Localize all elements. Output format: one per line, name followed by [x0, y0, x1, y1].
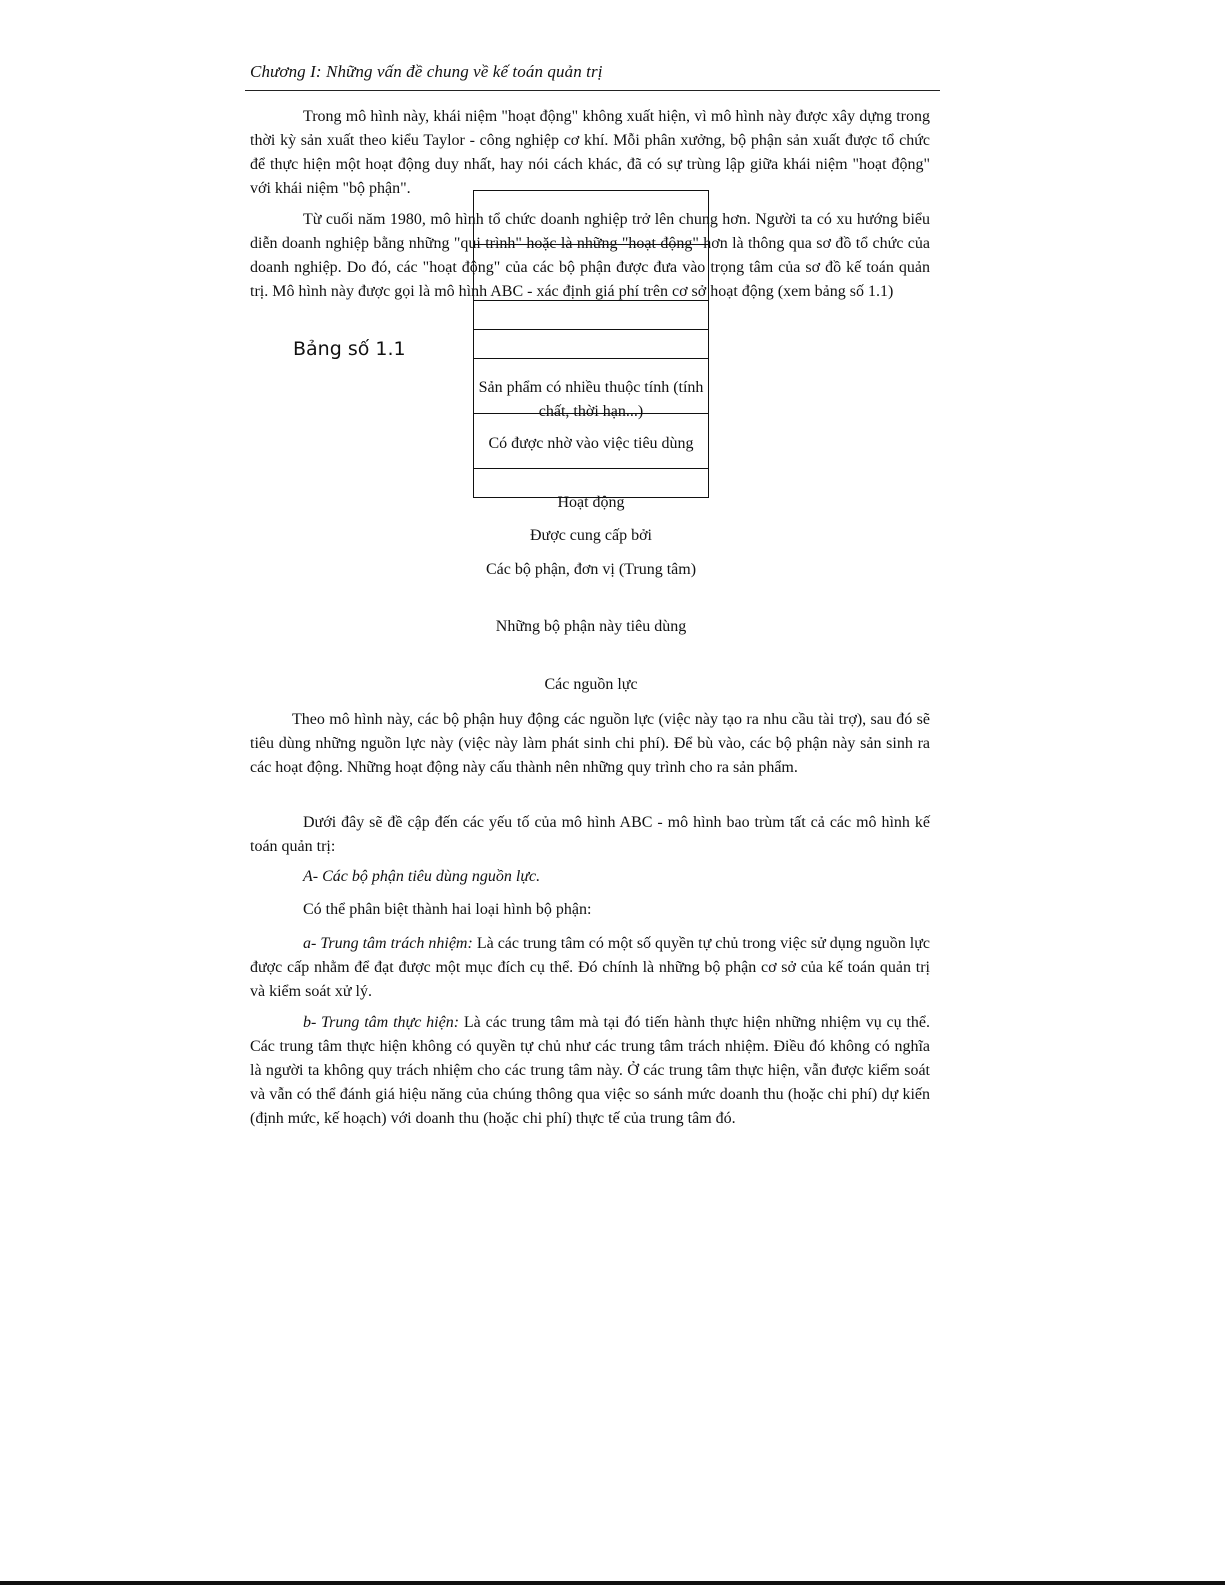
paragraph-2-text: Từ cuối năm 1980, mô hình tổ chức doanh nghiệp trở lên chung hơn. Người ta có xu hướng biểu diễn doanh nghiệp bằng những "qui trình" hoặc là những "hoạt động" hơn là thông qua sơ đồ tổ chức của doanh nghiệp. Do đó, các "hoạt động" của các bộ phận được đưa vào trọng tâm của sơ đồ kế toán quản trị. Mô hình này được gọi là mô hình ABC - xác định giá phí trên cơ sở hoạt động (xem bảng số 1.1) [250, 211, 930, 300]
paragraph-7-text: Là các trung tâm có một số quyền tự chủ trong việc sử dụng nguồn lực được cấp nhằm để đạt được một mục đích cụ thể. Đó chính là những bộ phận cơ sở của kế toán quản trị và kiểm soát xử lý. [250, 935, 930, 1000]
paragraph-8-lead: b- Trung tâm thực hiện: [303, 1014, 460, 1031]
paragraph-6 [250, 898, 930, 922]
flow-label-resources: Các nguồn lực [544, 676, 638, 693]
paragraph-6-text: Có thể phân biệt thành hai loại hình bộ phận: [303, 901, 592, 918]
paragraph-8-text: Là các trung tâm mà tại đó tiến hành thực hiện những nhiệm vụ cụ thể. Các trung tâm thực hiện không có quyền tự chủ như các trung tâm trách nhiệm. Điều đó không có nghĩa là người ta không quy trách nhiệm cho các trung tâm này. Ở các trung tâm thực hiện, vẫn được kiểm soát và vẫn có thể đánh giá hiệu năng của chúng thông qua việc so sánh mức doanh thu (hoặc chi phí) dự kiến (định mức, kế hoạch) với doanh thu (hoặc chi phí) thực tế của trung tâm đó. [250, 1014, 931, 1127]
table-caption: Bảng số 1.1 [293, 338, 406, 360]
paragraph-1 [250, 105, 930, 201]
subheading-a-text: A- Các bộ phận tiêu dùng nguồn lực. [303, 868, 541, 885]
running-header: Chương I: Những vấn đề chung về kế toán quản trị [250, 62, 603, 81]
paragraph-4 [250, 811, 930, 859]
flow-label-product: Sản phẩm có nhiều thuộc tính (tính chất, thời hạn...) [478, 379, 704, 420]
flow-label-consumption: Có được nhờ vào việc tiêu dùng [488, 435, 694, 452]
strike-line [473, 300, 709, 301]
paragraph-7 [250, 932, 930, 1004]
flow-box-empty [473, 329, 709, 359]
bottom-rule [0, 1581, 1225, 1585]
paragraph-4-text: Dưới đây sẽ đề cập đến các yếu tố của mô hình ABC - mô hình bao trùm tất cả các mô hình kế toán quản trị: [250, 814, 930, 855]
paragraph-7-lead: a- Trung tâm trách nhiệm: [303, 935, 473, 952]
paragraph-8 [250, 1011, 930, 1131]
flow-label-supplied-by: Được cung cấp bởi [530, 527, 652, 544]
strike-line [473, 244, 709, 245]
paragraph-1-text: Trong mô hình này, khái niệm "hoạt động" không xuất hiện, vì mô hình này được xây dựng trong thời kỳ sản xuất theo kiểu Taylor - công nghiệp cơ khí. Mỗi phân xưởng, bộ phận sản xuất được tổ chức để thực hiện một hoạt động duy nhất, hay nói cách khác, đã có sự trùng lập giữa khái niệm "hoạt động" với khái niệm "bộ phận". [250, 108, 930, 197]
flow-label-departments: Các bộ phận, đơn vị (Trung tâm) [485, 561, 697, 578]
paragraph-3-text: Theo mô hình này, các bộ phận huy động các nguồn lực (việc này tạo ra nhu cầu tài trợ), sau đó sẽ tiêu dùng những nguồn lực này (việc này làm phát sinh chi phí). Để bù vào, các bộ phận này sản sinh ra các hoạt động. Những hoạt động này cấu thành nên những quy trình cho ra sản phẩm. [250, 711, 930, 776]
flow-label-dept-consume: Những bộ phận này tiêu dùng [495, 618, 687, 635]
subheading-a [250, 865, 930, 889]
paragraph-3 [250, 708, 930, 780]
flow-box-top [473, 190, 709, 330]
header-rule [245, 90, 940, 91]
flow-label-activity: Hoạt động [557, 494, 625, 511]
